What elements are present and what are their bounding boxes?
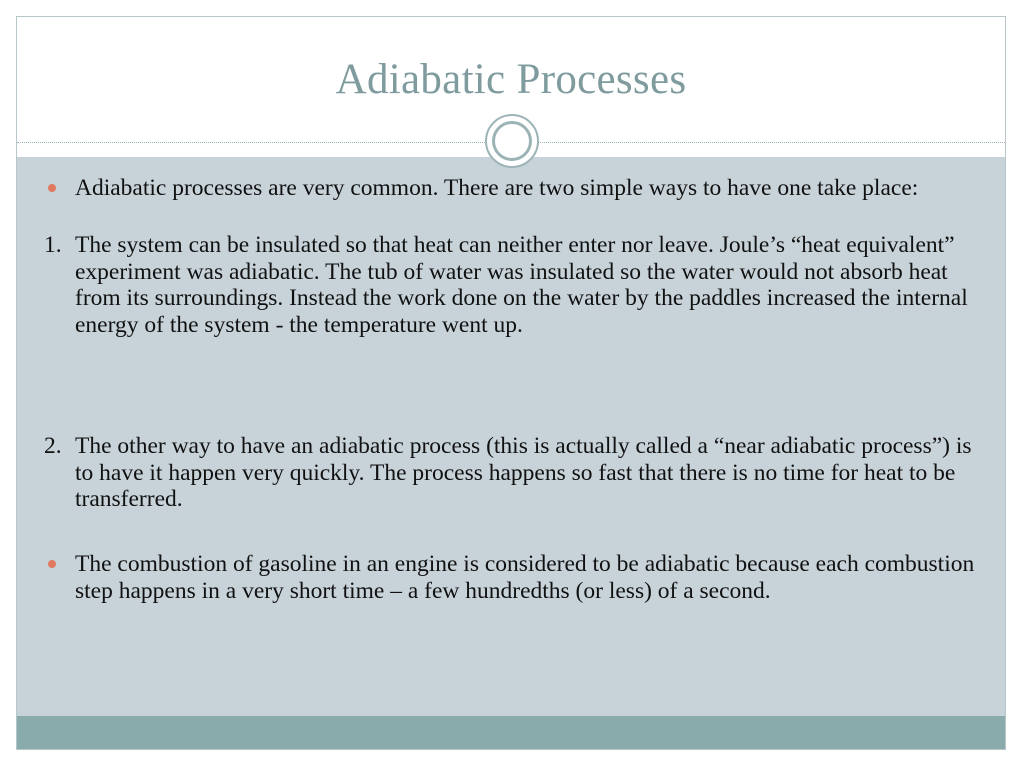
list-item-bullet-2 (75, 551, 975, 604)
circle-ornament-icon (485, 114, 539, 168)
list-item-text: The combustion of gasoline in an engine is considered to be adiabatic because each combustion step happens in a very short time – a few hundredths (or less) of a second. (75, 551, 975, 604)
slide-title: Adiabatic Processes (335, 56, 687, 103)
list-item-bullet-1 (75, 175, 975, 202)
list-item-text: Adiabatic processes are very common. There are two simple ways to have one take place: (75, 175, 919, 201)
list-item-numbered-2 (44, 433, 975, 513)
list-item-text: The system can be insulated so that heat can neither enter nor leave. Joule’s “heat equivalent” experiment was adiabatic. The tub of water was insulated so the water would not absorb heat from its surroundings. Instead the work done on the water by the paddles increased the internal energy of the system - the temperature went up. (75, 232, 968, 338)
list-number: 2. (44, 433, 62, 459)
footer-band (17, 716, 1005, 750)
bullet-icon (48, 560, 56, 568)
slide (16, 16, 1006, 750)
list-item-text: The other way to have an adiabatic process (this is actually called a “near adiabatic process”) is to have it happen very quickly. The process happens so fast that there is no time for heat to be transferred. (75, 433, 972, 512)
list-item-numbered-1 (44, 232, 975, 338)
ring-icon (492, 121, 532, 161)
content-area (17, 157, 1005, 717)
list-number: 1. (44, 232, 62, 258)
bullet-icon (48, 184, 56, 192)
